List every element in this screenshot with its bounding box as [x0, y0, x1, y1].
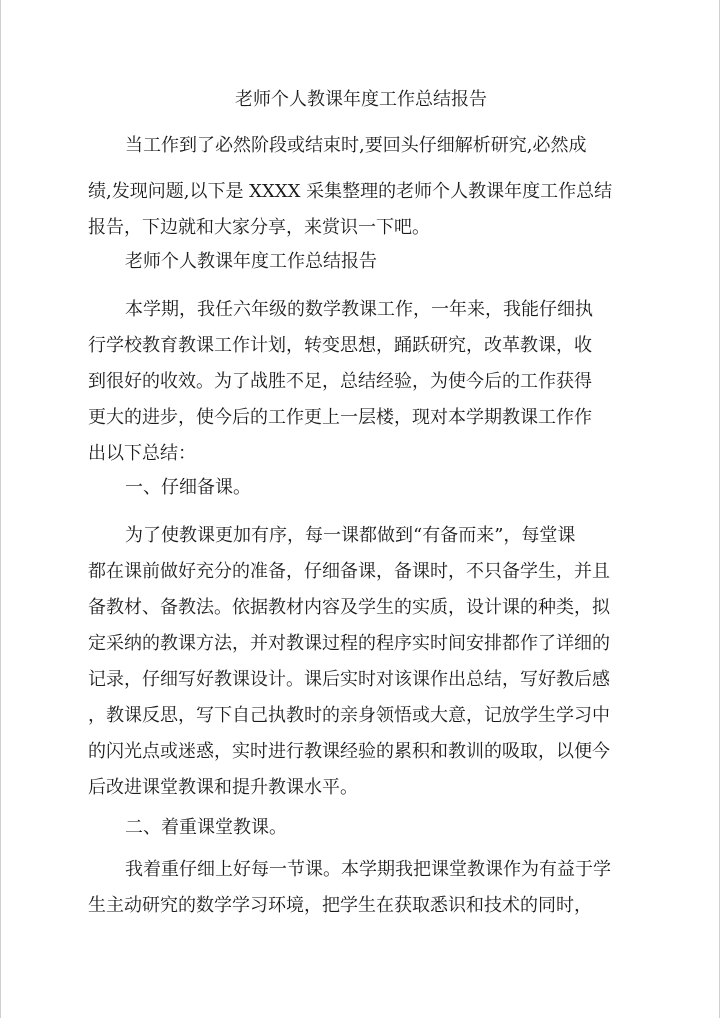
text-line: 本学期，我任六年级的数学教课工作，一年来，我能仔细执 [125, 299, 593, 320]
subtitle-text: 老师个人教课年度工作总结报告 [125, 251, 377, 272]
text-line: 我着重仔细上好每一节课。本学期我把课堂教课作为有益于学 [125, 859, 611, 880]
intro-paragraph [88, 128, 588, 164]
text-line: 报告，下边就和大家分享，来赏识一下吧。 [88, 217, 430, 238]
text-line: 定采纳的教课方法，并对教课过程的程序实时间安排都作了详细的 [88, 633, 610, 654]
paragraph-3 [88, 852, 611, 924]
heading-2 [88, 810, 588, 846]
text-line: 为了使教课更加有序，每一课都做到“有备而来”，每堂课 [125, 525, 576, 546]
text-line: 的闪光点或迷惑，实时进行教课经验的累积和教训的吸取，以便今 [88, 741, 610, 762]
text-line: 绩,发现问题,以下是 XXXX 采集整理的老师个人教课年度工作总结 [88, 181, 613, 202]
text-line: 更大的进步，使今后的工作更上一层楼，现对本学期教课工作作 [88, 407, 592, 428]
document-title: 老师个人教课年度工作总结报告 [235, 89, 487, 110]
section-heading: 二、着重课堂教课。 [125, 817, 287, 838]
heading-1 [88, 470, 588, 506]
text-line: 都在课前做好充分的准备，仔细备课，备课时，不只备学生，并且 [88, 561, 610, 582]
paragraph-2 [88, 518, 610, 806]
text-line: 后改进课堂教课和提升教课水平。 [88, 777, 358, 798]
text-line: 记录，仔细写好教课设计。课后实时对该课作出总结，写好教后感 [88, 669, 610, 690]
text-line: 当工作到了必然阶段或结束时,要回头仔细解析研究,必然成 [125, 135, 587, 156]
text-line: 备教材、备教法。依据教材内容及学生的实质，设计课的种类，拟 [88, 597, 610, 618]
text-line: 出以下总结： [88, 443, 196, 464]
section-heading: 一、仔细备课。 [125, 477, 251, 498]
document-subtitle [88, 244, 588, 280]
text-line: 行学校教育教课工作计划，转变思想，踊跃研究，改革教课，收 [88, 335, 592, 356]
text-line: 到很好的收效。为了战胜不足，总结经验，为使今后的工作获得 [88, 371, 592, 392]
text-line: 生主动研究的数学学习环境，把学生在获取悉识和技术的同时， [88, 895, 592, 916]
paragraph-1 [88, 292, 593, 472]
text-line: ，教课反思，写下自己执教时的亲身领悟或大意，记放学生学习中 [88, 705, 610, 726]
intro-paragraph-continued [88, 174, 613, 246]
